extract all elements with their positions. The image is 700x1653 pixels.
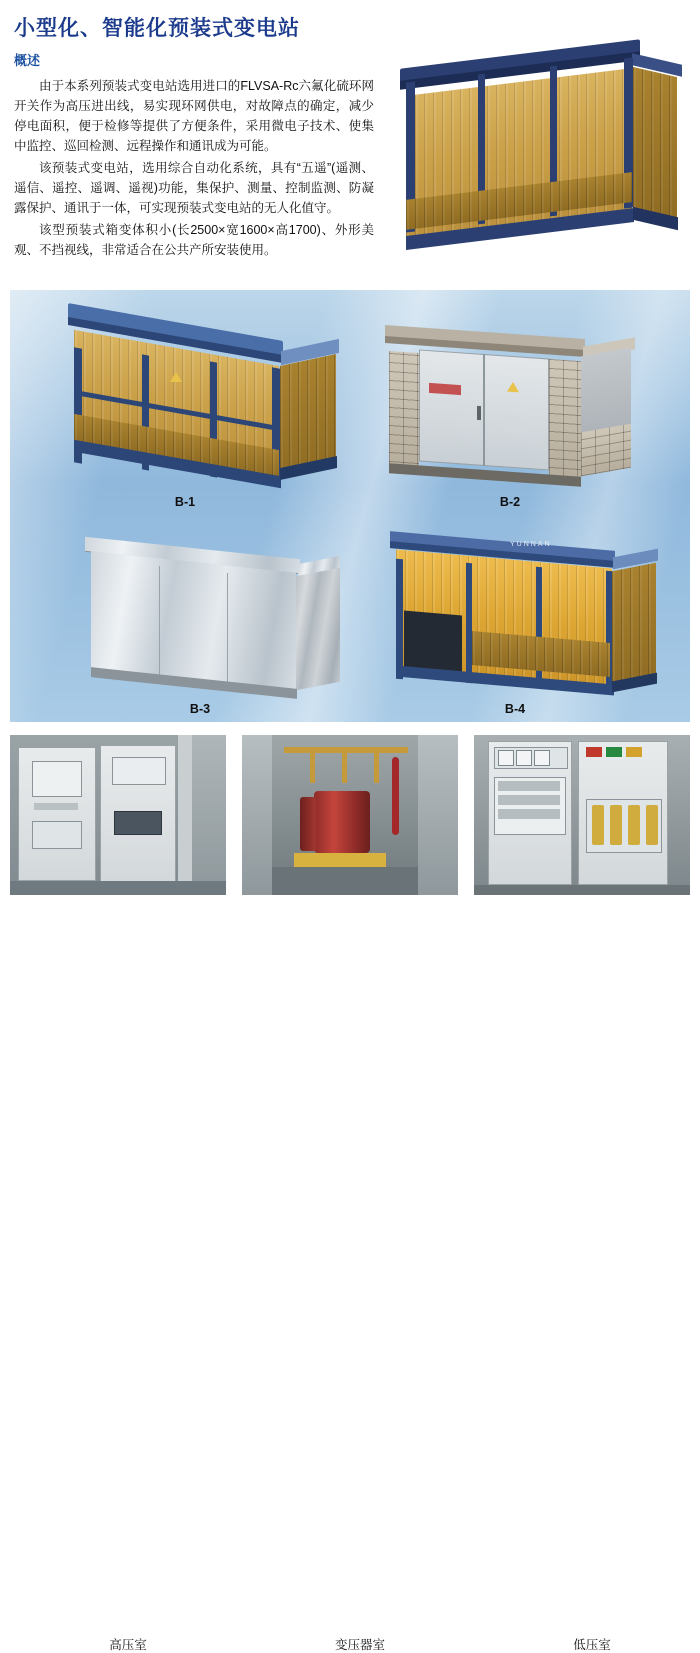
hv-relay-box [112, 757, 166, 785]
b1-warning-label-icon [170, 372, 182, 382]
hv-meter-window [32, 761, 82, 797]
tr-cable-red [392, 757, 399, 835]
hv-door-frame [178, 735, 192, 895]
b2-nameplate [429, 383, 461, 395]
hero-body-side [633, 67, 677, 227]
b4-brand-text: YUNNAN [510, 541, 552, 548]
lv-breaker-row-1 [498, 781, 560, 791]
b2-door-handle-icon[interactable] [477, 406, 481, 420]
b4-dark-door[interactable] [404, 610, 462, 671]
lv-indicator-amber [626, 747, 642, 757]
interior-photo-hv [10, 735, 226, 895]
tr-transformer-base [294, 853, 386, 867]
b2-door-split [483, 354, 485, 466]
interior-photo-row [10, 735, 690, 1652]
lv-capacitor-4 [646, 805, 658, 845]
lv-floor [474, 885, 690, 895]
paragraph-1: 由于本系列预装式变电站选用进口的FLVSA-Rc六氟化硫环网开关作为高压进出线，易实现环网供电，对故障点的确定，减少停电面积，便于检修等提供了方便条件，采用微电子技术、使集中监控、巡回检测、远程操作和通讯成为可能。 [14, 79, 374, 153]
b2-warning-label-icon [507, 382, 519, 393]
hv-indicator-row [34, 803, 78, 810]
hv-right-wall [192, 735, 226, 895]
hero-product-photo [392, 36, 687, 261]
b3-seam-2 [227, 573, 228, 691]
gallery-caption-b1: B-1 [174, 495, 196, 509]
b2-side-brick [581, 424, 631, 477]
b2-brick-pillar-right [549, 359, 581, 479]
section-heading-overview: 概述 [14, 53, 41, 68]
lv-indicator-green [606, 747, 622, 757]
tr-door-left [242, 735, 272, 895]
tr-transformer-coil-2 [300, 797, 316, 851]
lv-capacitor-3 [628, 805, 640, 845]
gallery-caption-b4: B-4 [504, 702, 526, 716]
b3-seam-1 [159, 566, 160, 684]
tr-busbar-riser-1 [310, 749, 315, 783]
b4-post-1 [396, 559, 403, 680]
lv-indicator-red [586, 747, 602, 757]
gallery-item-b3 [65, 530, 355, 700]
tr-busbar-riser-3 [374, 749, 379, 783]
b4-post-2 [466, 563, 472, 684]
gallery-item-b4 [370, 525, 670, 700]
gallery-item-b1 [50, 312, 350, 487]
lv-meter-2 [516, 750, 532, 766]
lv-breaker-row-3 [498, 809, 560, 819]
lv-capacitor-2 [610, 805, 622, 845]
tr-floor [272, 867, 418, 895]
hv-display-box [114, 811, 162, 835]
lv-meter-3 [534, 750, 550, 766]
interior-photo-lv [474, 735, 690, 895]
page-title: 小型化、智能化预装式变电站 [14, 17, 300, 40]
gallery-caption-b3: B-3 [189, 702, 211, 716]
lv-capacitor-1 [592, 805, 604, 845]
b2-brick-pillar-left [389, 351, 419, 473]
product-gallery [10, 290, 690, 722]
interior-photo-transformer [242, 735, 458, 895]
lv-meter-1 [498, 750, 514, 766]
tr-door-right [418, 735, 458, 895]
interior-caption-lv: 低压室 [573, 1638, 611, 1652]
gallery-caption-b2: B-2 [499, 495, 521, 509]
b4-face-side [612, 563, 656, 690]
b3-face-side [296, 568, 340, 691]
gallery-item-b2 [365, 318, 655, 488]
hv-floor [10, 881, 226, 895]
paragraph-3: 该型预装式箱变体积小(长2500×宽1600×高1700)、外形美观、不挡视线，非常适合在公共产所安装使用。 [14, 223, 374, 257]
overview-body-text [14, 76, 374, 262]
hv-control-panel [32, 821, 82, 849]
paragraph-2: 该预装式变电站，选用综合自动化系统，具有“五遥”(遥测、遥信、遥控、遥调、遥视)功能，集保护、测量、控制监测、防凝露保护、通讯于一体，可实现预装式变电站的无人化值守。 [14, 161, 374, 215]
lv-breaker-row-2 [498, 795, 560, 805]
interior-caption-transformer: 变压器室 [334, 1638, 385, 1652]
interior-caption-hv: 高压室 [109, 1638, 147, 1652]
tr-busbar-riser-2 [342, 749, 347, 783]
tr-transformer-coil [314, 791, 370, 853]
